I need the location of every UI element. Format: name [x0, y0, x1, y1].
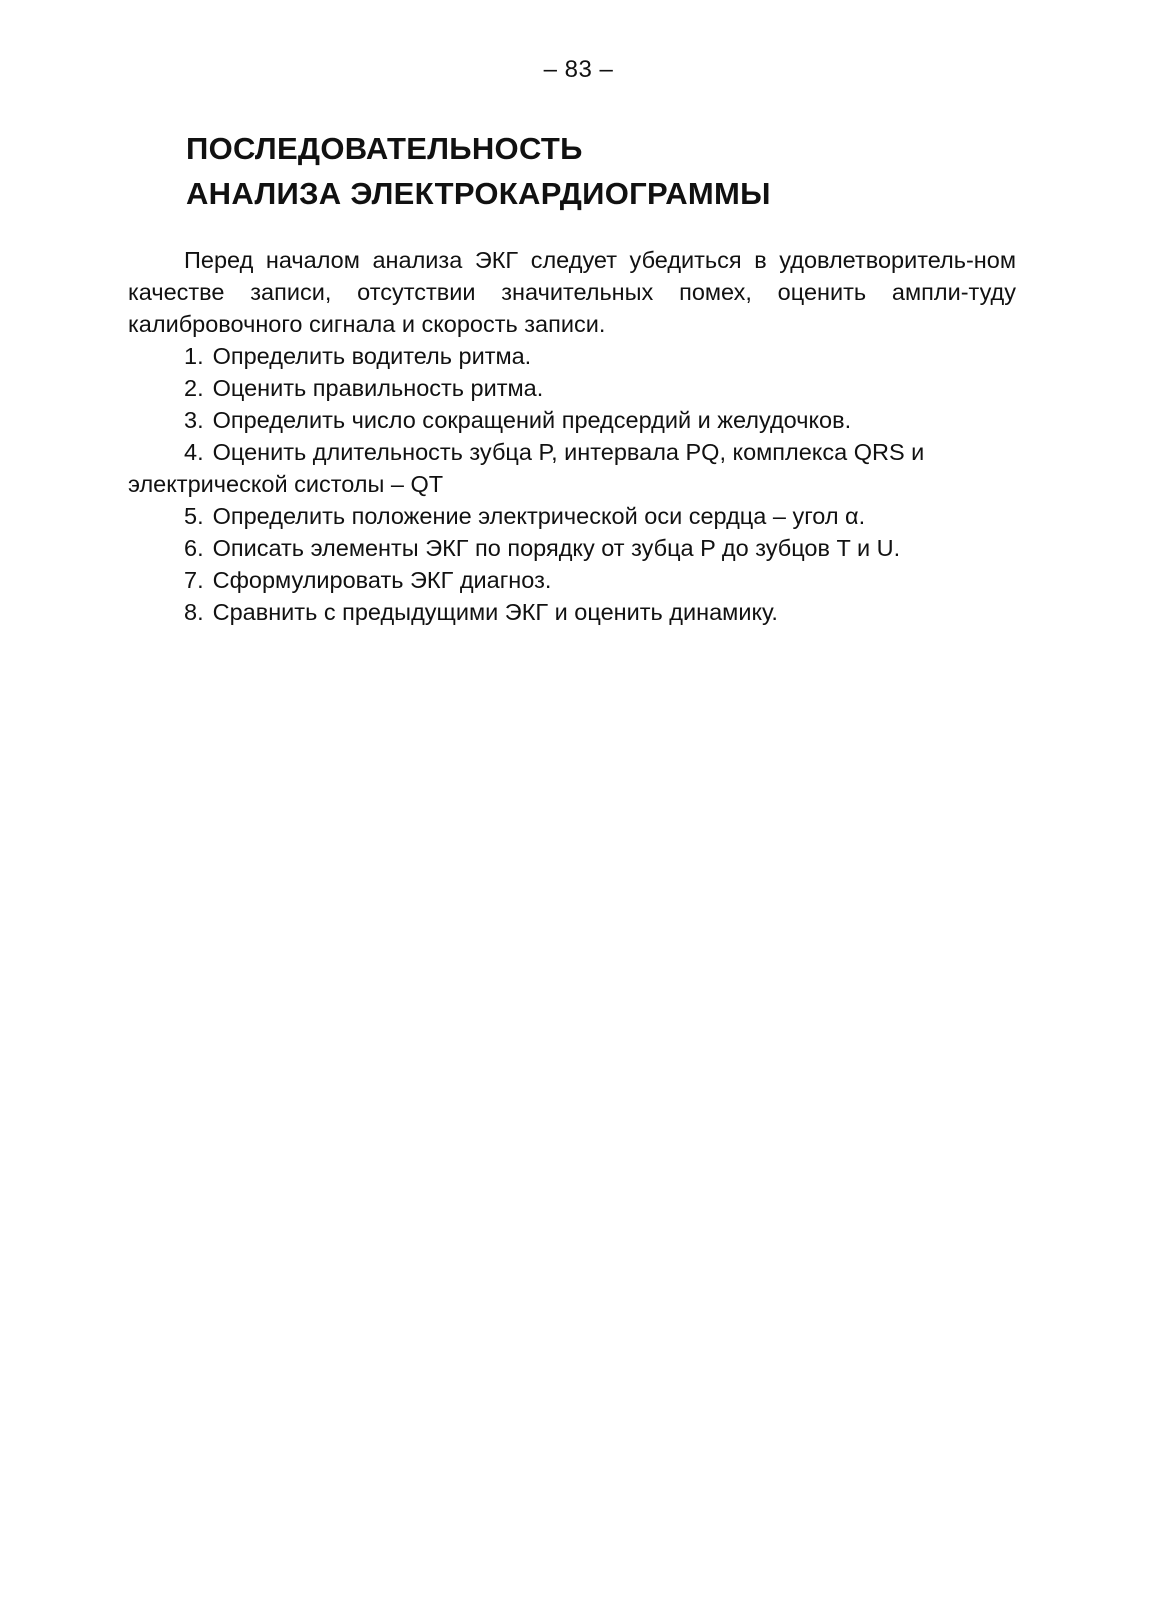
- list-item: [128, 404, 1016, 436]
- list-item-number: 6.: [184, 535, 204, 561]
- list-item-text: Оценить длительность зубца P, интервала PQ, комплекса QRS и электрической систолы – QT: [128, 439, 925, 497]
- list-item-number: 7.: [184, 567, 204, 593]
- list-item-number: 8.: [184, 599, 204, 625]
- list-item: [128, 372, 1016, 404]
- list-item-text: Описать элементы ЭКГ по порядку от зубца P до зубцов T и U.: [212, 535, 901, 561]
- list-item: [128, 564, 1016, 596]
- list-item: [128, 596, 1016, 628]
- list-item: [128, 532, 1016, 564]
- steps-list: [128, 340, 1016, 628]
- list-item-number: 2.: [184, 375, 204, 401]
- list-item-text: Сформулировать ЭКГ диагноз.: [212, 567, 552, 593]
- list-item: [128, 340, 1016, 372]
- page-title-line-2: АНАЛИЗА ЭЛЕКТРОКАРДИОГРАММЫ: [186, 176, 771, 211]
- list-item-number: 3.: [184, 407, 204, 433]
- page-title-line-1: ПОСЛЕДОВАТЕЛЬНОСТЬ: [186, 131, 583, 166]
- body-text: [128, 244, 1016, 628]
- list-item-number: 4.: [184, 439, 204, 465]
- list-item: [128, 500, 1016, 532]
- page-title: [186, 126, 771, 216]
- list-item-text: Определить водитель ритма.: [212, 343, 532, 369]
- list-item-text: Оценить правильность ритма.: [212, 375, 544, 401]
- list-item-text: Сравнить с предыдущими ЭКГ и оценить динамику.: [212, 599, 778, 625]
- list-item-number: 5.: [184, 503, 204, 529]
- list-item-number: 1.: [184, 343, 204, 369]
- list-item-text: Определить положение электрической оси сердца – угол α.: [212, 503, 866, 529]
- intro-paragraph: Перед началом анализа ЭКГ следует убедиться в удовлетворитель-ном качестве записи, отсутствии значительных помех, оценить ампли-туду калибровочного сигнала и скорость записи.: [128, 247, 1016, 337]
- list-item: [128, 436, 1016, 500]
- page-number: – 83 –: [543, 56, 614, 83]
- list-item-text: Определить число сокращений предсердий и желудочков.: [212, 407, 852, 433]
